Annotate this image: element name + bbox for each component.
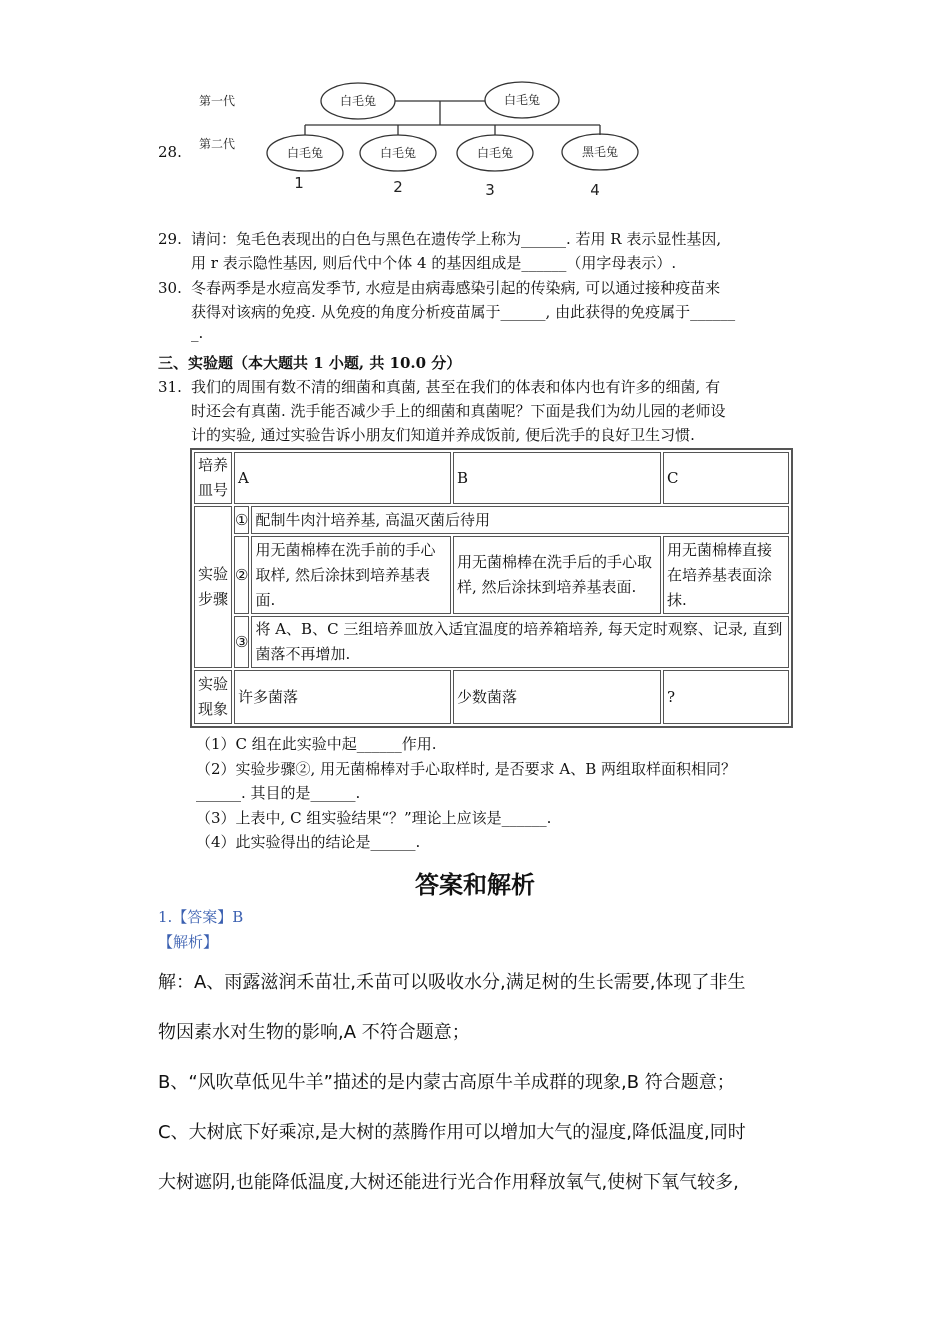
q28-number: 28. — [158, 143, 182, 161]
q31-line1: 我们的周围有数不清的细菌和真菌, 甚至在我们的体表和体内也有许多的细菌, 有 — [191, 378, 721, 396]
child-2-label: 白毛兔 — [379, 146, 417, 160]
q30-line3: _. — [191, 324, 204, 342]
answer-para-2: 物因素水对生物的影响,A 不符合题意； — [158, 1022, 470, 1043]
q31-sub1: （1）C 组在此实验中起______作用. — [196, 735, 437, 753]
table-row — [194, 506, 789, 534]
q30-line2: 获得对该病的免疫. 从免疫的角度分析疫苗属于______, 由此获得的免疫属于______ — [191, 303, 736, 321]
child-2-index: 2 — [393, 178, 403, 196]
q30-line1: 冬春两季是水痘高发季节, 水痘是由病毒感染引起的传染病, 可以通过接种疫苗来 — [191, 279, 721, 297]
question-29 — [158, 227, 798, 275]
step1-text: 配制牛肉汁培养基, 高温灭菌后待用 — [251, 506, 789, 534]
step3-number: ③ — [234, 616, 249, 668]
steps-label-cell: 实验步骤 — [194, 506, 232, 668]
answer-1-analysis-label: 【解析】 — [158, 933, 219, 951]
step3-text: 将 A、B、C 三组培养皿放入适宜温度的培养箱培养, 每天定时观察、记录, 直到菌落不再增加. — [251, 616, 789, 668]
parent-2-label: 白毛兔 — [503, 93, 541, 107]
child-3-label: 白毛兔 — [476, 146, 514, 160]
parent-1-label: 白毛兔 — [339, 94, 377, 108]
child-4-index: 4 — [590, 181, 600, 199]
table-row — [194, 452, 789, 504]
q31-sub3: （3）上表中, C 组实验结果“？”理论上应该是______. — [196, 809, 552, 827]
col-a-header: A — [234, 452, 451, 504]
table-row — [194, 536, 789, 614]
answer-para-4: C、大树底下好乘凉,是大树的蒸腾作用可以增加大气的湿度,降低温度,同时 — [158, 1122, 746, 1143]
answer-para-5: 大树遮阴,也能降低温度,大树还能进行光合作用释放氧气,使树下氧气较多, — [158, 1172, 739, 1193]
child-1-label: 白毛兔 — [286, 146, 324, 160]
step2-b: 用无菌棉棒在洗手后的手心取样, 然后涂抹到培养基表面. — [453, 536, 661, 614]
gen1-label: 第一代 — [198, 94, 236, 108]
question-31 — [158, 375, 798, 447]
q29-number: 29. — [158, 230, 182, 248]
q29-line1: 请问：兔毛色表现出的白色与黑色在遗传学上称为______. 若用 R 表示显性基因, — [191, 230, 722, 248]
result-a: 许多菌落 — [234, 670, 451, 724]
section-3-heading: 三、实验题（本大题共 1 小题, 共 10.0 分） — [158, 354, 462, 372]
q30-number: 30. — [158, 279, 182, 297]
rabbit-pedigree-diagram — [195, 80, 655, 205]
table-row — [194, 670, 789, 724]
step1-number: ① — [234, 506, 249, 534]
result-label-cell: 实验现象 — [194, 670, 232, 724]
question-30 — [158, 276, 798, 342]
child-3-index: 3 — [485, 181, 495, 199]
step2-number: ② — [234, 536, 249, 614]
experiment-table — [190, 448, 793, 728]
result-c: ? — [663, 670, 789, 724]
answer-para-1: 解：A、雨露滋润禾苗壮,禾苗可以吸收水分,满足树的生长需要,体现了非生 — [158, 972, 746, 993]
q31-sub2-line2: ______. 其目的是______. — [196, 784, 361, 802]
answer-1-heading: 1.【答案】B — [158, 908, 244, 926]
answers-title: 答案和解析 — [415, 871, 535, 899]
dish-header-cell: 培养皿号 — [194, 452, 232, 504]
q31-sub4: （4）此实验得出的结论是______. — [196, 833, 421, 851]
table-row — [194, 616, 789, 668]
step2-c: 用无菌棉棒直接在培养基表面涂抹. — [663, 536, 789, 614]
child-4-label: 黑毛兔 — [581, 145, 619, 159]
child-1-index: 1 — [294, 174, 304, 192]
result-b: 少数菌落 — [453, 670, 661, 724]
col-b-header: B — [453, 452, 661, 504]
q29-line2: 用 r 表示隐性基因, 则后代中个体 4 的基因组成是______（用字母表示）. — [191, 254, 677, 272]
gen2-label: 第二代 — [198, 137, 236, 151]
step2-a: 用无菌棉棒在洗手前的手心取样, 然后涂抹到培养基表面. — [251, 536, 451, 614]
q31-number: 31. — [158, 378, 182, 396]
q31-line2: 时还会有真菌. 洗手能否减少手上的细菌和真菌呢？下面是我们为幼儿园的老师设 — [191, 402, 726, 420]
q31-sub2-line1: （2）实验步骤②, 用无菌棉棒对手心取样时, 是否要求 A、B 两组取样面积相同？ — [196, 760, 737, 778]
answer-para-3: B、“风吹草低见牛羊”描述的是内蒙古高原牛羊成群的现象,B 符合题意； — [158, 1072, 735, 1093]
col-c-header: C — [663, 452, 789, 504]
q31-line3: 计的实验, 通过实验告诉小朋友们知道并养成饭前, 便后洗手的良好卫生习惯. — [191, 426, 695, 444]
